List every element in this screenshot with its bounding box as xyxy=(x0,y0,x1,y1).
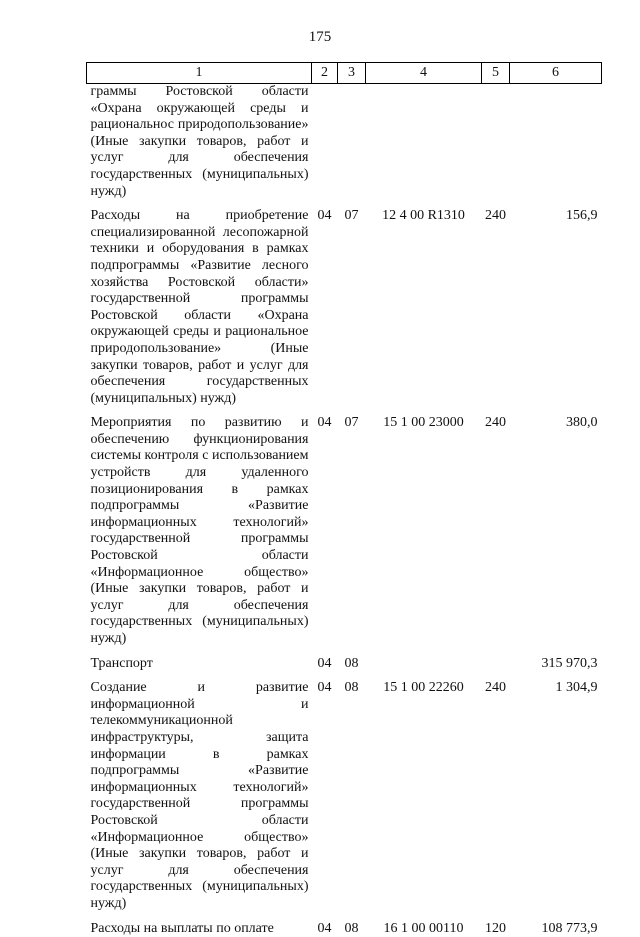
column-header: 5 xyxy=(482,63,510,84)
expense-type-code xyxy=(482,656,510,681)
expense-type-code: 240 xyxy=(482,415,510,655)
target-article-code: 12 4 00 R1310 xyxy=(366,208,482,415)
subsection-code: 08 xyxy=(338,656,366,681)
target-article-code: 16 1 00 00110 xyxy=(366,921,482,937)
subsection-code: 07 xyxy=(338,415,366,655)
amount: 156,9 xyxy=(510,208,602,415)
expense-type-code: 240 xyxy=(482,208,510,415)
subsection-code: 08 xyxy=(338,680,366,920)
amount: 108 773,9 xyxy=(510,921,602,937)
table-row xyxy=(87,921,602,937)
target-article-code: 15 1 00 22260 xyxy=(366,680,482,920)
table-row xyxy=(87,415,602,655)
budget-table xyxy=(86,62,602,937)
row-description: Мероприятия по развитию и обеспечению функционирования системы контроля с использованием устройств для удаленного позиционирования в рамках подпрограммы «Развитие информационных технологий» государственной программы Ростовской области «Информационное общество» (Иные закупки товаров, работ и услуг для обеспечения государственных (муниципальных) нужд) xyxy=(87,415,312,655)
table-row xyxy=(87,208,602,415)
budget-table-container xyxy=(86,62,602,937)
expense-type-code xyxy=(482,84,510,209)
expense-type-code: 120 xyxy=(482,921,510,937)
target-article-code: 15 1 00 23000 xyxy=(366,415,482,655)
amount: 1 304,9 xyxy=(510,680,602,920)
row-description: Расходы на выплаты по оплате xyxy=(87,921,312,937)
section-code: 04 xyxy=(312,208,338,415)
section-code: 04 xyxy=(312,680,338,920)
target-article-code xyxy=(366,84,482,209)
row-description: Создание и развитие информационной и телекоммуникационной инфраструктуры, защита информации в рамках подпрограммы «Развитие информационных технологий» государственной программы Ростовской области «Информационное общество» (Иные закупки товаров, работ и услуг для обеспечения государственных (муниципальных) нужд) xyxy=(87,680,312,920)
section-code: 04 xyxy=(312,921,338,937)
subsection-code xyxy=(338,84,366,209)
subsection-code: 07 xyxy=(338,208,366,415)
column-header: 6 xyxy=(510,63,602,84)
row-description: Транспорт xyxy=(87,656,312,681)
section-code: 04 xyxy=(312,415,338,655)
subsection-code: 08 xyxy=(338,921,366,937)
table-row xyxy=(87,680,602,920)
expense-type-code: 240 xyxy=(482,680,510,920)
amount: 315 970,3 xyxy=(510,656,602,681)
row-description: граммы Ростовской области «Охрана окружающей среды и рациональнос природопользование» (Иные закупки товаров, работ и услуг для обеспечения государственных (муниципальных) нужд) xyxy=(87,84,312,209)
table-row xyxy=(87,656,602,681)
row-description: Расходы на приобретение специализированной лесопожарной техники и оборудования в рамках подпрограммы «Развитие лесного хозяйства Ростовской области» государственной программы Ростовской области «Охрана окружающей среды и рациональное природопользование» (Иные закупки товаров, работ и услуг для обеспечения государственных (муниципальных) нужд) xyxy=(87,208,312,415)
amount xyxy=(510,84,602,209)
column-header: 1 xyxy=(87,63,312,84)
column-header: 4 xyxy=(366,63,482,84)
section-code: 04 xyxy=(312,656,338,681)
section-code xyxy=(312,84,338,209)
amount: 380,0 xyxy=(510,415,602,655)
column-header: 2 xyxy=(312,63,338,84)
table-row xyxy=(87,84,602,209)
column-header: 3 xyxy=(338,63,366,84)
target-article-code xyxy=(366,656,482,681)
page-number: 175 xyxy=(0,29,640,46)
column-number-header-row xyxy=(87,63,602,84)
